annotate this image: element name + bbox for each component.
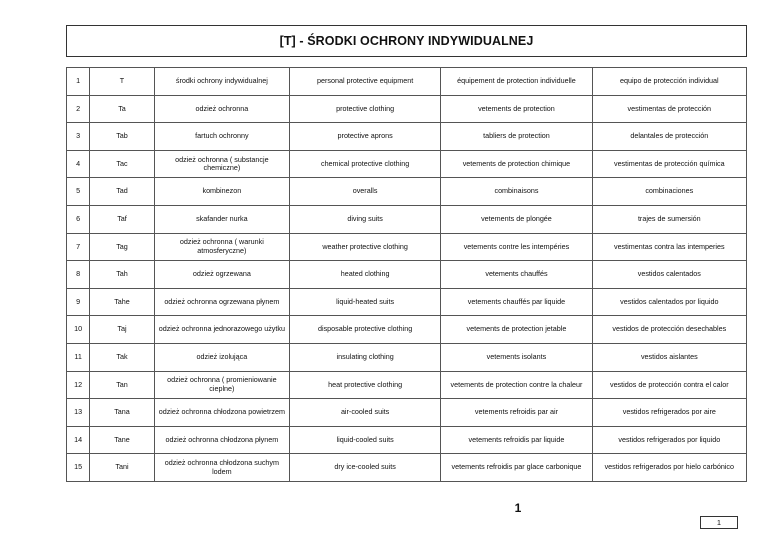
row-number-cell: 8 <box>67 261 90 289</box>
code-cell: Tak <box>90 343 155 371</box>
spanish-term-cell: vestidos calentados <box>592 261 746 289</box>
english-term-cell: liquid-cooled suits <box>289 426 440 454</box>
row-number-cell: 3 <box>67 123 90 151</box>
french-term-cell: vetements refroidis par glace carbonique <box>441 454 592 482</box>
english-term-cell: heated clothing <box>289 261 440 289</box>
spanish-term-cell: vestidos calentados por liquido <box>592 288 746 316</box>
french-term-cell: vetements refroidis par liquide <box>441 426 592 454</box>
spanish-term-cell: vestimentas de protección química <box>592 150 746 178</box>
polish-term-cell: odzież ochronna ( promieniowanie cieplne) <box>154 371 289 399</box>
row-number-cell: 12 <box>67 371 90 399</box>
code-cell: Tac <box>90 150 155 178</box>
row-number-cell: 9 <box>67 288 90 316</box>
english-term-cell: personal protective equipment <box>289 68 440 96</box>
polish-term-cell: odzież ogrzewana <box>154 261 289 289</box>
table-row <box>67 288 747 316</box>
table-row <box>67 426 747 454</box>
polish-term-cell: odzież ochronna chłodzona powietrzem <box>154 399 289 427</box>
page-title-text: [T] - ŚRODKI OCHRONY INDYWIDUALNEJ <box>279 34 534 48</box>
french-term-cell: vetements de plongée <box>441 205 592 233</box>
table-row <box>67 454 747 482</box>
table-row <box>67 316 747 344</box>
spanish-term-cell: vestimentas de protección <box>592 95 746 123</box>
row-number-cell: 2 <box>67 95 90 123</box>
code-cell: Tag <box>90 233 155 261</box>
polish-term-cell: odzież ochronna jednorazowego użytku <box>154 316 289 344</box>
polish-term-cell: odzież ochronna chłodzona płynem <box>154 426 289 454</box>
english-term-cell: protective clothing <box>289 95 440 123</box>
page-number-box: 1 <box>700 516 738 529</box>
french-term-cell: équipement de protection individuelle <box>441 68 592 96</box>
terms-table <box>66 67 747 482</box>
polish-term-cell: skafander nurka <box>154 205 289 233</box>
spanish-term-cell: vestidos refrigerados por hielo carbónico <box>592 454 746 482</box>
row-number-cell: 15 <box>67 454 90 482</box>
french-term-cell: vetements isolants <box>441 343 592 371</box>
french-term-cell: vetements de protection jetable <box>441 316 592 344</box>
page-number: 1 <box>514 501 522 515</box>
spanish-term-cell: vestidos de protección contra el calor <box>592 371 746 399</box>
code-cell: Tah <box>90 261 155 289</box>
table-row <box>67 261 747 289</box>
row-number-cell: 1 <box>67 68 90 96</box>
spanish-term-cell: trajes de sumersión <box>592 205 746 233</box>
row-number-cell: 6 <box>67 205 90 233</box>
spanish-term-cell: vestimentas contra las intemperies <box>592 233 746 261</box>
french-term-cell: vetements refroidis par air <box>441 399 592 427</box>
table-row <box>67 68 747 96</box>
french-term-cell: vetements de protection chimique <box>441 150 592 178</box>
spanish-term-cell: vestidos refrigerados por aire <box>592 399 746 427</box>
english-term-cell: protective aprons <box>289 123 440 151</box>
code-cell: Tan <box>90 371 155 399</box>
code-cell: Taf <box>90 205 155 233</box>
spanish-term-cell: vestidos de protección desechables <box>592 316 746 344</box>
french-term-cell: vetements chauffés par liquide <box>441 288 592 316</box>
spanish-term-cell: vestidos refrigerados por liquido <box>592 426 746 454</box>
code-cell: Tana <box>90 399 155 427</box>
french-term-cell: tabliers de protection <box>441 123 592 151</box>
english-term-cell: overalls <box>289 178 440 206</box>
french-term-cell: vetements contre les intempéries <box>441 233 592 261</box>
table-row <box>67 150 747 178</box>
polish-term-cell: odzież izolująca <box>154 343 289 371</box>
french-term-cell: vetements de protection <box>441 95 592 123</box>
english-term-cell: insulating clothing <box>289 343 440 371</box>
polish-term-cell: odzież ochronna ( substancje chemiczne) <box>154 150 289 178</box>
code-cell: Tane <box>90 426 155 454</box>
table-row <box>67 343 747 371</box>
code-cell: Tad <box>90 178 155 206</box>
table-row <box>67 399 747 427</box>
polish-term-cell: kombinezon <box>154 178 289 206</box>
code-cell: Tani <box>90 454 155 482</box>
english-term-cell: heat protective clothing <box>289 371 440 399</box>
code-cell: Ta <box>90 95 155 123</box>
polish-term-cell: odzież ochronna <box>154 95 289 123</box>
polish-term-cell: odzież ochronna chłodzona suchym lodem <box>154 454 289 482</box>
spanish-term-cell: delantales de protección <box>592 123 746 151</box>
spanish-term-cell: combinaciones <box>592 178 746 206</box>
polish-term-cell: odzież ochronna ( warunki atmosferyczne) <box>154 233 289 261</box>
english-term-cell: diving suits <box>289 205 440 233</box>
row-number-cell: 5 <box>67 178 90 206</box>
table-row <box>67 95 747 123</box>
polish-term-cell: środki ochrony indywidualnej <box>154 68 289 96</box>
table-row <box>67 205 747 233</box>
english-term-cell: chemical protective clothing <box>289 150 440 178</box>
row-number-cell: 11 <box>67 343 90 371</box>
code-cell: Taj <box>90 316 155 344</box>
polish-term-cell: fartuch ochronny <box>154 123 289 151</box>
table-row <box>67 123 747 151</box>
row-number-cell: 7 <box>67 233 90 261</box>
row-number-cell: 4 <box>67 150 90 178</box>
english-term-cell: disposable protective clothing <box>289 316 440 344</box>
english-term-cell: liquid-heated suits <box>289 288 440 316</box>
french-term-cell: vetements chauffés <box>441 261 592 289</box>
row-number-cell: 10 <box>67 316 90 344</box>
french-term-cell: combinaisons <box>441 178 592 206</box>
code-cell: Tab <box>90 123 155 151</box>
english-term-cell: air-cooled suits <box>289 399 440 427</box>
code-cell: T <box>90 68 155 96</box>
table-row <box>67 178 747 206</box>
french-term-cell: vetements de protection contre la chaleur <box>441 371 592 399</box>
polish-term-cell: odzież ochronna ogrzewana płynem <box>154 288 289 316</box>
spanish-term-cell: vestidos aislantes <box>592 343 746 371</box>
table-row <box>67 233 747 261</box>
english-term-cell: weather protective clothing <box>289 233 440 261</box>
english-term-cell: dry ice-cooled suits <box>289 454 440 482</box>
row-number-cell: 14 <box>67 426 90 454</box>
code-cell: Tahe <box>90 288 155 316</box>
page-title <box>66 25 747 57</box>
spanish-term-cell: equipo de protección individual <box>592 68 746 96</box>
table-row <box>67 371 747 399</box>
row-number-cell: 13 <box>67 399 90 427</box>
